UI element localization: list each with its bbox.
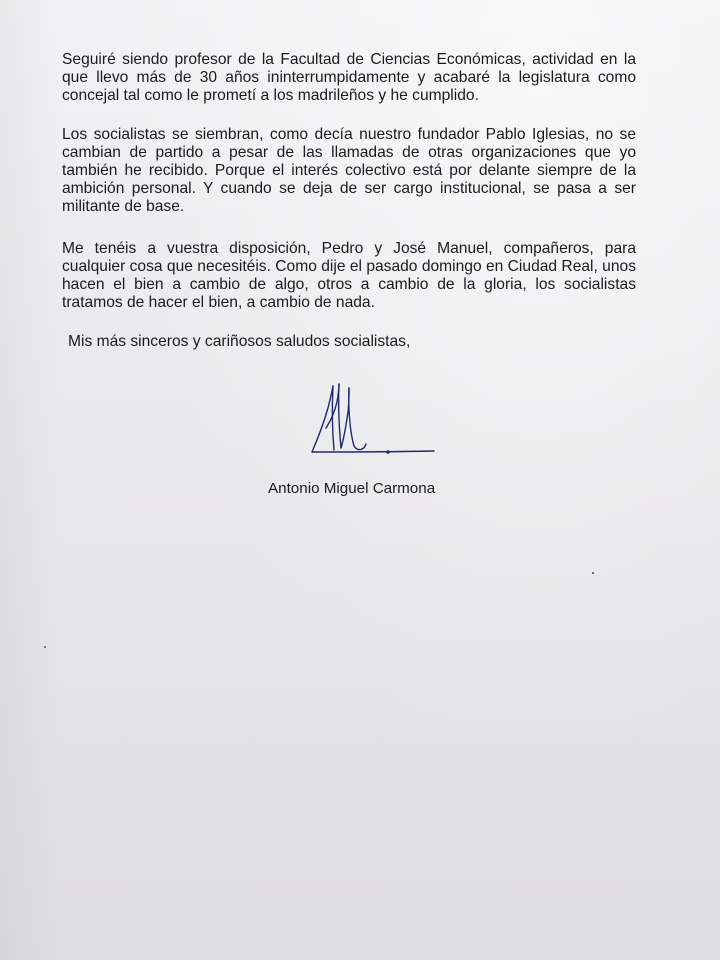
signer-name: Antonio Miguel Carmona xyxy=(268,480,436,497)
paragraph-3: Me tenéis a vuestra disposición, Pedro y José Manuel, compañeros, para cualquier cosa que necesitéis. Como dije el pasado domingo en Ciudad Real, unos hacen el bien a cambio de algo, otros a cambio de la gloria, los socialistas tratamos de hacer el bien, a cambio de nada. xyxy=(62,240,636,311)
paragraph-1: Seguiré siendo profesor de la Facultad de Ciencias Económicas, actividad en la que llevo más de 30 años ininterrumpidamente y acabaré la legislatura como concejal tal como le prometí a los madrileños y he cumplido. xyxy=(62,51,636,104)
handwritten-signature xyxy=(308,378,442,462)
page-shadow xyxy=(0,0,60,960)
paper-speck xyxy=(44,646,46,648)
paragraph-2: Los socialistas se siembran, como decía nuestro fundador Pablo Iglesias, no se cambian de partido a pesar de las llamadas de otras organizaciones que yo también he recibido. Porque el interés colectivo está por delante siempre de la ambición personal. Y cuando se deja de ser cargo institucional, se pasa a ser militante de base. xyxy=(62,126,636,215)
paper-speck xyxy=(592,572,594,574)
closing-salutation: Mis más sinceros y cariñosos saludos socialistas, xyxy=(68,333,411,350)
